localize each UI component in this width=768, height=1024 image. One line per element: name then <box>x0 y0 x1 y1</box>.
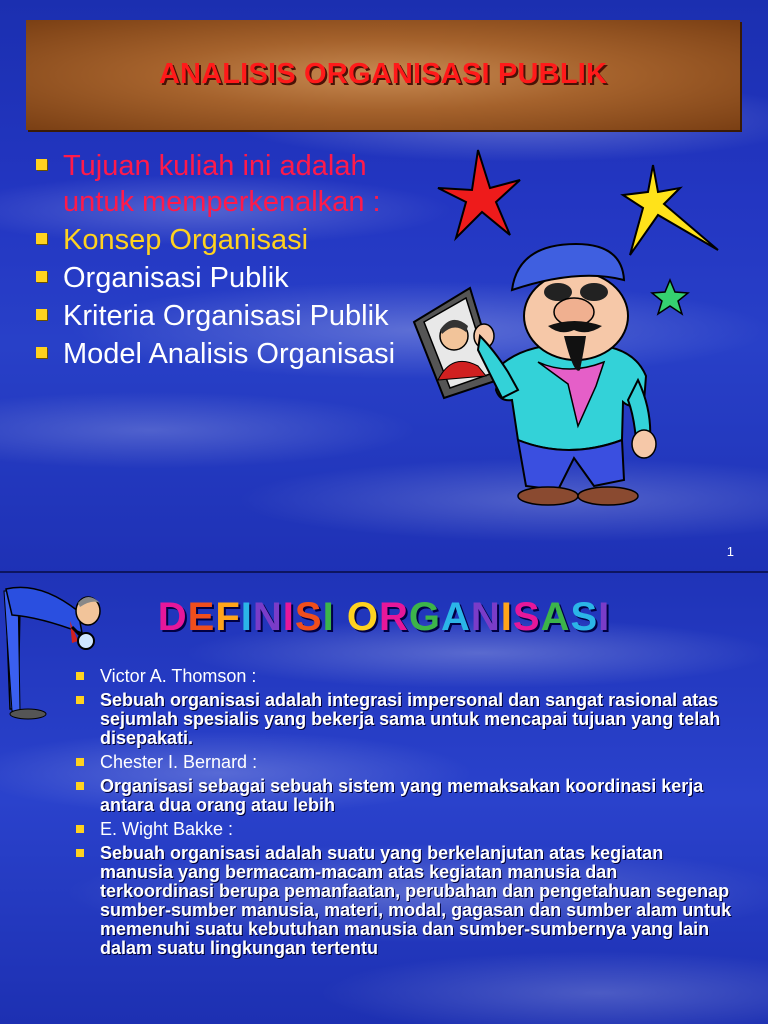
title-letter: S <box>570 595 599 639</box>
slide-2 <box>0 573 768 1024</box>
title-letter: S <box>512 595 541 639</box>
title-letter: I <box>598 595 611 639</box>
title-letter: I <box>240 595 253 639</box>
definitions-list <box>74 667 734 963</box>
title-letter: G <box>408 595 441 639</box>
page-number: 1 <box>726 544 734 559</box>
title-letter: F <box>215 595 241 639</box>
red-star-icon <box>438 150 520 238</box>
list-item: Organisasi Publik <box>34 260 434 296</box>
list-item: Sebuah organisasi adalah suatu yang berkelanjutan atas kegiatan manusia yang bermacam-macam atas kegiatan manusia dan terkoordinasi berupa pemanfaatan, perubahan dan pengetahuan segenap sumber-sumber manusia, materi, modal, gagasan dan sumber alam untuk memenuhi suatu kebutuhan manusia dan sumber-sumbernya yang lain dalam suatu lingkungan tertentu <box>74 844 734 958</box>
title-letter: A <box>540 595 571 639</box>
list-item: E. Wight Bakke : <box>74 820 734 839</box>
slide-title: ANALISIS ORGANISASI PUBLIK <box>158 58 608 90</box>
objectives-list <box>34 148 434 374</box>
list-item: Victor A. Thomson : <box>74 667 734 686</box>
green-star-icon <box>652 280 688 314</box>
title-letter: D <box>157 595 188 639</box>
title-letter: E <box>187 595 216 639</box>
title-letter: N <box>470 595 501 639</box>
list-item: Sebuah organisasi adalah integrasi impersonal dan sangat rasional atas sejumlah spesialis yang bekerja sama untuk mencapai tujuan yang telah disepakati. <box>74 691 734 748</box>
title-letter <box>335 595 347 639</box>
slide-title-rainbow <box>0 595 768 640</box>
cartoon-man-illustration <box>408 140 738 520</box>
title-letter: I <box>282 595 295 639</box>
list-item: Organisasi sebagai sebuah sistem yang memaksakan koordinasi kerja antara dua orang atau lebih <box>74 777 734 815</box>
yellow-star-icon <box>623 165 718 255</box>
title-letter: I <box>322 595 335 639</box>
title-letter: R <box>378 595 409 639</box>
title-letter: S <box>294 595 323 639</box>
title-letter: A <box>440 595 471 639</box>
list-item: Konsep Organisasi <box>34 222 434 258</box>
list-item: Tujuan kuliah ini adalah untuk memperkenalkan : <box>34 148 434 220</box>
list-item: Model Analisis Organisasi <box>34 336 434 372</box>
title-letter: O <box>346 595 379 639</box>
list-item: Chester I. Bernard : <box>74 753 734 772</box>
title-banner <box>26 20 740 130</box>
title-letter: N <box>252 595 283 639</box>
list-item: Kriteria Organisasi Publik <box>34 298 434 334</box>
title-letter: I <box>500 595 513 639</box>
